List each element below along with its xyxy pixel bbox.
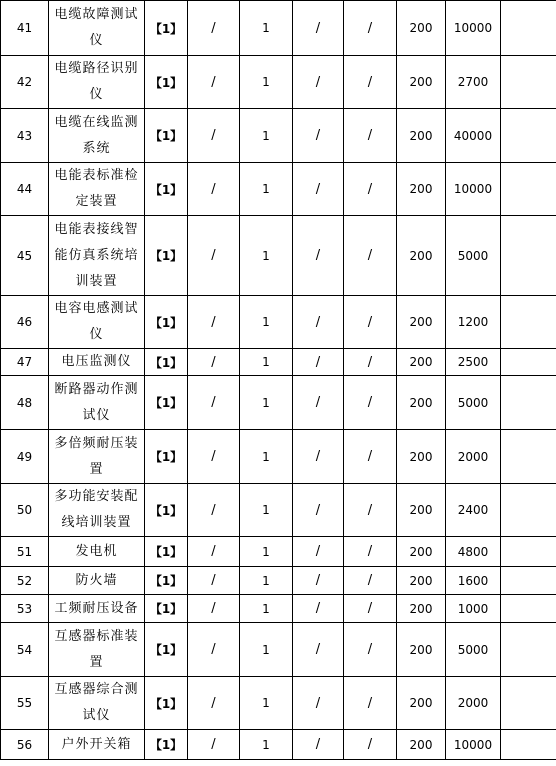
bracket-mark-cell: 【1】 <box>145 567 188 595</box>
slash-cell-a: / <box>188 163 240 216</box>
slash-cell-c: / <box>344 109 397 163</box>
table-row <box>1 730 556 760</box>
value-200-cell: 200 <box>397 623 446 677</box>
amount-cell: 2000 <box>446 677 501 730</box>
slash-cell-b: / <box>293 109 344 163</box>
table-row <box>1 163 556 216</box>
remark-cell <box>501 163 556 216</box>
quantity-cell: 1 <box>240 730 293 760</box>
row-number-cell: 52 <box>1 567 49 595</box>
slash-cell-b: / <box>293 163 344 216</box>
slash-cell-a: / <box>188 296 240 349</box>
bracket-mark-cell: 【1】 <box>145 216 188 296</box>
row-number-cell: 55 <box>1 677 49 730</box>
row-number-cell: 46 <box>1 296 49 349</box>
slash-cell-a: / <box>188 567 240 595</box>
bracket-mark-cell: 【1】 <box>145 349 188 376</box>
bracket-mark-cell: 【1】 <box>145 730 188 760</box>
amount-cell: 2000 <box>446 430 501 484</box>
table-body <box>1 1 556 760</box>
row-number-cell: 56 <box>1 730 49 760</box>
slash-cell-a: / <box>188 595 240 623</box>
remark-cell <box>501 296 556 349</box>
quantity-cell: 1 <box>240 623 293 677</box>
bracket-mark-cell: 【1】 <box>145 484 188 537</box>
row-number-cell: 51 <box>1 537 49 567</box>
bracket-mark-cell: 【1】 <box>145 56 188 109</box>
remark-cell <box>501 56 556 109</box>
amount-cell: 40000 <box>446 109 501 163</box>
equipment-name-cell: 电压监测仪 <box>49 349 145 376</box>
slash-cell-c: / <box>344 216 397 296</box>
row-number-cell: 42 <box>1 56 49 109</box>
bracket-mark-cell: 【1】 <box>145 623 188 677</box>
slash-cell-c: / <box>344 1 397 56</box>
equipment-name-cell: 电缆故障测试仪 <box>49 1 145 56</box>
amount-cell: 5000 <box>446 623 501 677</box>
slash-cell-b: / <box>293 595 344 623</box>
table-row <box>1 109 556 163</box>
quantity-cell: 1 <box>240 484 293 537</box>
quantity-cell: 1 <box>240 537 293 567</box>
bracket-mark-cell: 【1】 <box>145 376 188 430</box>
equipment-name-cell: 电能表接线智能仿真系统培训装置 <box>49 216 145 296</box>
equipment-name-cell: 防火墙 <box>49 567 145 595</box>
row-number-cell: 49 <box>1 430 49 484</box>
remark-cell <box>501 623 556 677</box>
equipment-name-cell: 户外开关箱 <box>49 730 145 760</box>
bracket-mark-cell: 【1】 <box>145 537 188 567</box>
amount-cell: 1600 <box>446 567 501 595</box>
value-200-cell: 200 <box>397 163 446 216</box>
equipment-name-cell: 电容电感测试仪 <box>49 296 145 349</box>
table-row <box>1 1 556 56</box>
quantity-cell: 1 <box>240 595 293 623</box>
slash-cell-b: / <box>293 376 344 430</box>
slash-cell-c: / <box>344 595 397 623</box>
equipment-name-cell: 多倍频耐压装置 <box>49 430 145 484</box>
equipment-name-cell: 发电机 <box>49 537 145 567</box>
bracket-mark-cell: 【1】 <box>145 595 188 623</box>
equipment-name-cell: 多功能安装配线培训装置 <box>49 484 145 537</box>
table-row <box>1 623 556 677</box>
row-number-cell: 47 <box>1 349 49 376</box>
quantity-cell: 1 <box>240 163 293 216</box>
amount-cell: 1000 <box>446 595 501 623</box>
value-200-cell: 200 <box>397 484 446 537</box>
slash-cell-a: / <box>188 730 240 760</box>
table-row <box>1 296 556 349</box>
row-number-cell: 50 <box>1 484 49 537</box>
remark-cell <box>501 537 556 567</box>
row-number-cell: 48 <box>1 376 49 430</box>
remark-cell <box>501 376 556 430</box>
slash-cell-a: / <box>188 623 240 677</box>
amount-cell: 2400 <box>446 484 501 537</box>
bracket-mark-cell: 【1】 <box>145 430 188 484</box>
slash-cell-a: / <box>188 349 240 376</box>
slash-cell-c: / <box>344 567 397 595</box>
slash-cell-c: / <box>344 56 397 109</box>
row-number-cell: 44 <box>1 163 49 216</box>
slash-cell-c: / <box>344 349 397 376</box>
slash-cell-b: / <box>293 1 344 56</box>
slash-cell-b: / <box>293 623 344 677</box>
quantity-cell: 1 <box>240 56 293 109</box>
table-row <box>1 430 556 484</box>
table-row <box>1 677 556 730</box>
slash-cell-a: / <box>188 376 240 430</box>
quantity-cell: 1 <box>240 430 293 484</box>
quantity-cell: 1 <box>240 1 293 56</box>
equipment-name-cell: 断路器动作测试仪 <box>49 376 145 430</box>
value-200-cell: 200 <box>397 567 446 595</box>
remark-cell <box>501 1 556 56</box>
quantity-cell: 1 <box>240 109 293 163</box>
remark-cell <box>501 595 556 623</box>
amount-cell: 10000 <box>446 1 501 56</box>
slash-cell-a: / <box>188 484 240 537</box>
value-200-cell: 200 <box>397 349 446 376</box>
quantity-cell: 1 <box>240 349 293 376</box>
equipment-name-cell: 工频耐压设备 <box>49 595 145 623</box>
value-200-cell: 200 <box>397 109 446 163</box>
table-row <box>1 216 556 296</box>
slash-cell-b: / <box>293 567 344 595</box>
remark-cell <box>501 567 556 595</box>
slash-cell-b: / <box>293 296 344 349</box>
slash-cell-b: / <box>293 537 344 567</box>
amount-cell: 2700 <box>446 56 501 109</box>
slash-cell-c: / <box>344 677 397 730</box>
value-200-cell: 200 <box>397 730 446 760</box>
quantity-cell: 1 <box>240 216 293 296</box>
slash-cell-c: / <box>344 623 397 677</box>
slash-cell-a: / <box>188 1 240 56</box>
row-number-cell: 45 <box>1 216 49 296</box>
bracket-mark-cell: 【1】 <box>145 677 188 730</box>
table-row <box>1 56 556 109</box>
equipment-name-cell: 互感器综合测试仪 <box>49 677 145 730</box>
slash-cell-a: / <box>188 677 240 730</box>
table-row <box>1 484 556 537</box>
remark-cell <box>501 216 556 296</box>
equipment-name-cell: 互感器标准装置 <box>49 623 145 677</box>
equipment-name-cell: 电缆在线监测系统 <box>49 109 145 163</box>
slash-cell-b: / <box>293 484 344 537</box>
table-row <box>1 567 556 595</box>
table-row <box>1 349 556 376</box>
slash-cell-b: / <box>293 349 344 376</box>
value-200-cell: 200 <box>397 216 446 296</box>
value-200-cell: 200 <box>397 430 446 484</box>
amount-cell: 10000 <box>446 163 501 216</box>
value-200-cell: 200 <box>397 595 446 623</box>
row-number-cell: 54 <box>1 623 49 677</box>
row-number-cell: 41 <box>1 1 49 56</box>
remark-cell <box>501 484 556 537</box>
quantity-cell: 1 <box>240 677 293 730</box>
slash-cell-c: / <box>344 430 397 484</box>
slash-cell-c: / <box>344 537 397 567</box>
amount-cell: 5000 <box>446 216 501 296</box>
table-row <box>1 595 556 623</box>
bracket-mark-cell: 【1】 <box>145 1 188 56</box>
amount-cell: 2500 <box>446 349 501 376</box>
remark-cell <box>501 349 556 376</box>
row-number-cell: 53 <box>1 595 49 623</box>
row-number-cell: 43 <box>1 109 49 163</box>
slash-cell-c: / <box>344 730 397 760</box>
quantity-cell: 1 <box>240 296 293 349</box>
slash-cell-a: / <box>188 216 240 296</box>
slash-cell-b: / <box>293 430 344 484</box>
slash-cell-b: / <box>293 730 344 760</box>
table-row <box>1 537 556 567</box>
slash-cell-c: / <box>344 163 397 216</box>
slash-cell-a: / <box>188 109 240 163</box>
bracket-mark-cell: 【1】 <box>145 163 188 216</box>
remark-cell <box>501 430 556 484</box>
slash-cell-a: / <box>188 56 240 109</box>
value-200-cell: 200 <box>397 296 446 349</box>
bracket-mark-cell: 【1】 <box>145 296 188 349</box>
value-200-cell: 200 <box>397 677 446 730</box>
amount-cell: 4800 <box>446 537 501 567</box>
remark-cell <box>501 109 556 163</box>
table-row <box>1 376 556 430</box>
slash-cell-c: / <box>344 376 397 430</box>
slash-cell-b: / <box>293 677 344 730</box>
amount-cell: 1200 <box>446 296 501 349</box>
remark-cell <box>501 677 556 730</box>
amount-cell: 10000 <box>446 730 501 760</box>
slash-cell-b: / <box>293 216 344 296</box>
value-200-cell: 200 <box>397 1 446 56</box>
value-200-cell: 200 <box>397 56 446 109</box>
slash-cell-a: / <box>188 430 240 484</box>
slash-cell-a: / <box>188 537 240 567</box>
value-200-cell: 200 <box>397 376 446 430</box>
slash-cell-c: / <box>344 484 397 537</box>
bracket-mark-cell: 【1】 <box>145 109 188 163</box>
quantity-cell: 1 <box>240 376 293 430</box>
slash-cell-b: / <box>293 56 344 109</box>
quantity-cell: 1 <box>240 567 293 595</box>
value-200-cell: 200 <box>397 537 446 567</box>
amount-cell: 5000 <box>446 376 501 430</box>
equipment-name-cell: 电能表标准检定装置 <box>49 163 145 216</box>
slash-cell-c: / <box>344 296 397 349</box>
equipment-name-cell: 电缆路径识别仪 <box>49 56 145 109</box>
remark-cell <box>501 730 556 760</box>
